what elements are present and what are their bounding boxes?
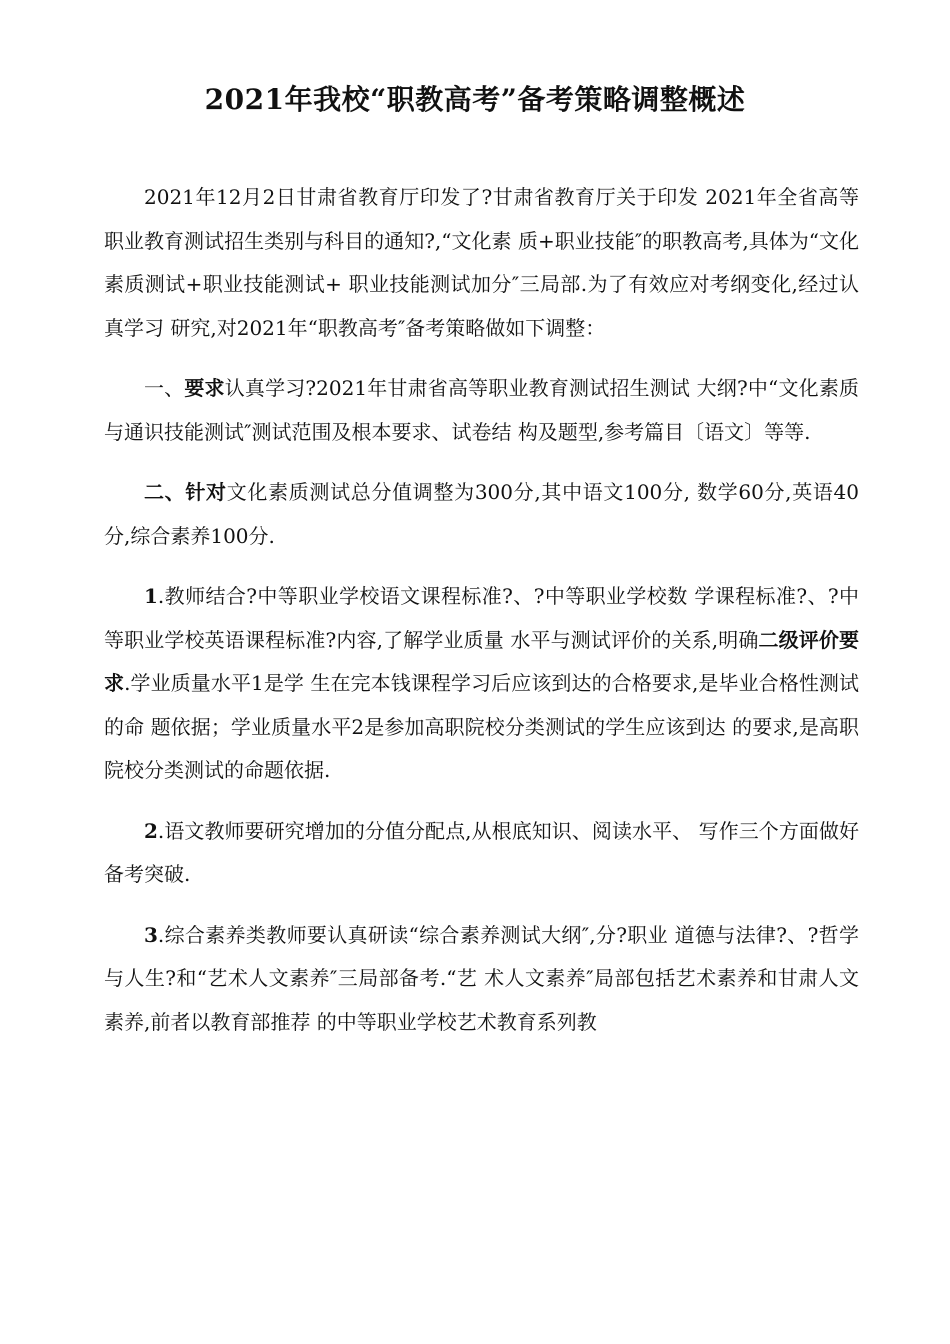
item-2-number: 2 <box>144 818 158 843</box>
item-1-text-a: .教师结合?中等职业学校语文课程标准?、?中等职业学校数 学课程标准?、?中等职业学校英语课程标准?内容,了解学业质量 水平与测试评价的关系,明确 <box>104 584 859 652</box>
item-1-number: 1 <box>144 584 158 608</box>
section-2-paragraph <box>104 471 859 558</box>
section-1-paragraph <box>104 367 859 454</box>
section-1-prefix: 一、 <box>144 376 185 400</box>
item-3-paragraph <box>104 914 859 1045</box>
item-1-paragraph <box>104 575 859 793</box>
document-title: 2021年我校“职教高考”备考策略调整概述 <box>204 83 746 116</box>
section-2-text: 文化素质测试总分值调整为300分,其中语文100分, 数学60分,英语40分,综合素养100分. <box>104 480 860 548</box>
item-1-keyword: 二级评价要求 <box>104 627 860 695</box>
document-body <box>104 176 859 1061</box>
item-3-text: .综合素养类教师要认真研读“综合素养测试大纲″,分?职业 道德与法律?、?哲学与人生?和“艺术人文素养″三局部备考.“艺 术人文素养″局部包括艺术素养和甘肃人文素养,前者以教育部推荐 的中等职业学校艺术教育系列教 <box>104 922 859 1034</box>
item-2-text: .语文教师要研究增加的分值分配点,从根底知识、阅读水平、 写作三个方面做好备考突破. <box>104 818 859 886</box>
item-3-number: 3 <box>144 922 158 947</box>
intro-paragraph: 2021年12月2日甘肃省教育厅印发了?甘肃省教育厅关于印发 2021年全省高等职业教育测试招生类别与科目的通知?,“文化素 质+职业技能″的职教高考,具体为“文化素质测试+职业技能测试+ 职业技能测试加分″三局部.为了有效应对考纲变化,经过认真学习 研究,对2021年“职教高考″备考策略做如下调整： <box>104 185 859 340</box>
section-1-text: 认真学习?2021年甘肃省高等职业教育测试招生测试 大纲?中“文化素质与通识技能测试″测试范围及根本要求、试卷结 构及题型,参考篇目〔语文〕等等. <box>104 376 859 444</box>
item-2-paragraph <box>104 810 859 897</box>
section-2-prefix: 二、 <box>144 480 186 504</box>
section-1-keyword: 要求 <box>184 376 225 400</box>
item-1-text-b: .学业质量水平1是学 生在完本钱课程学习后应该到达的合格要求,是毕业合格性测试的命 题依据；学业质量水平2是参加高职院校分类测试的学生应该到达 的要求,是高职院校分类测试的命题依据. <box>104 671 860 782</box>
section-2-keyword: 针对 <box>185 480 227 504</box>
